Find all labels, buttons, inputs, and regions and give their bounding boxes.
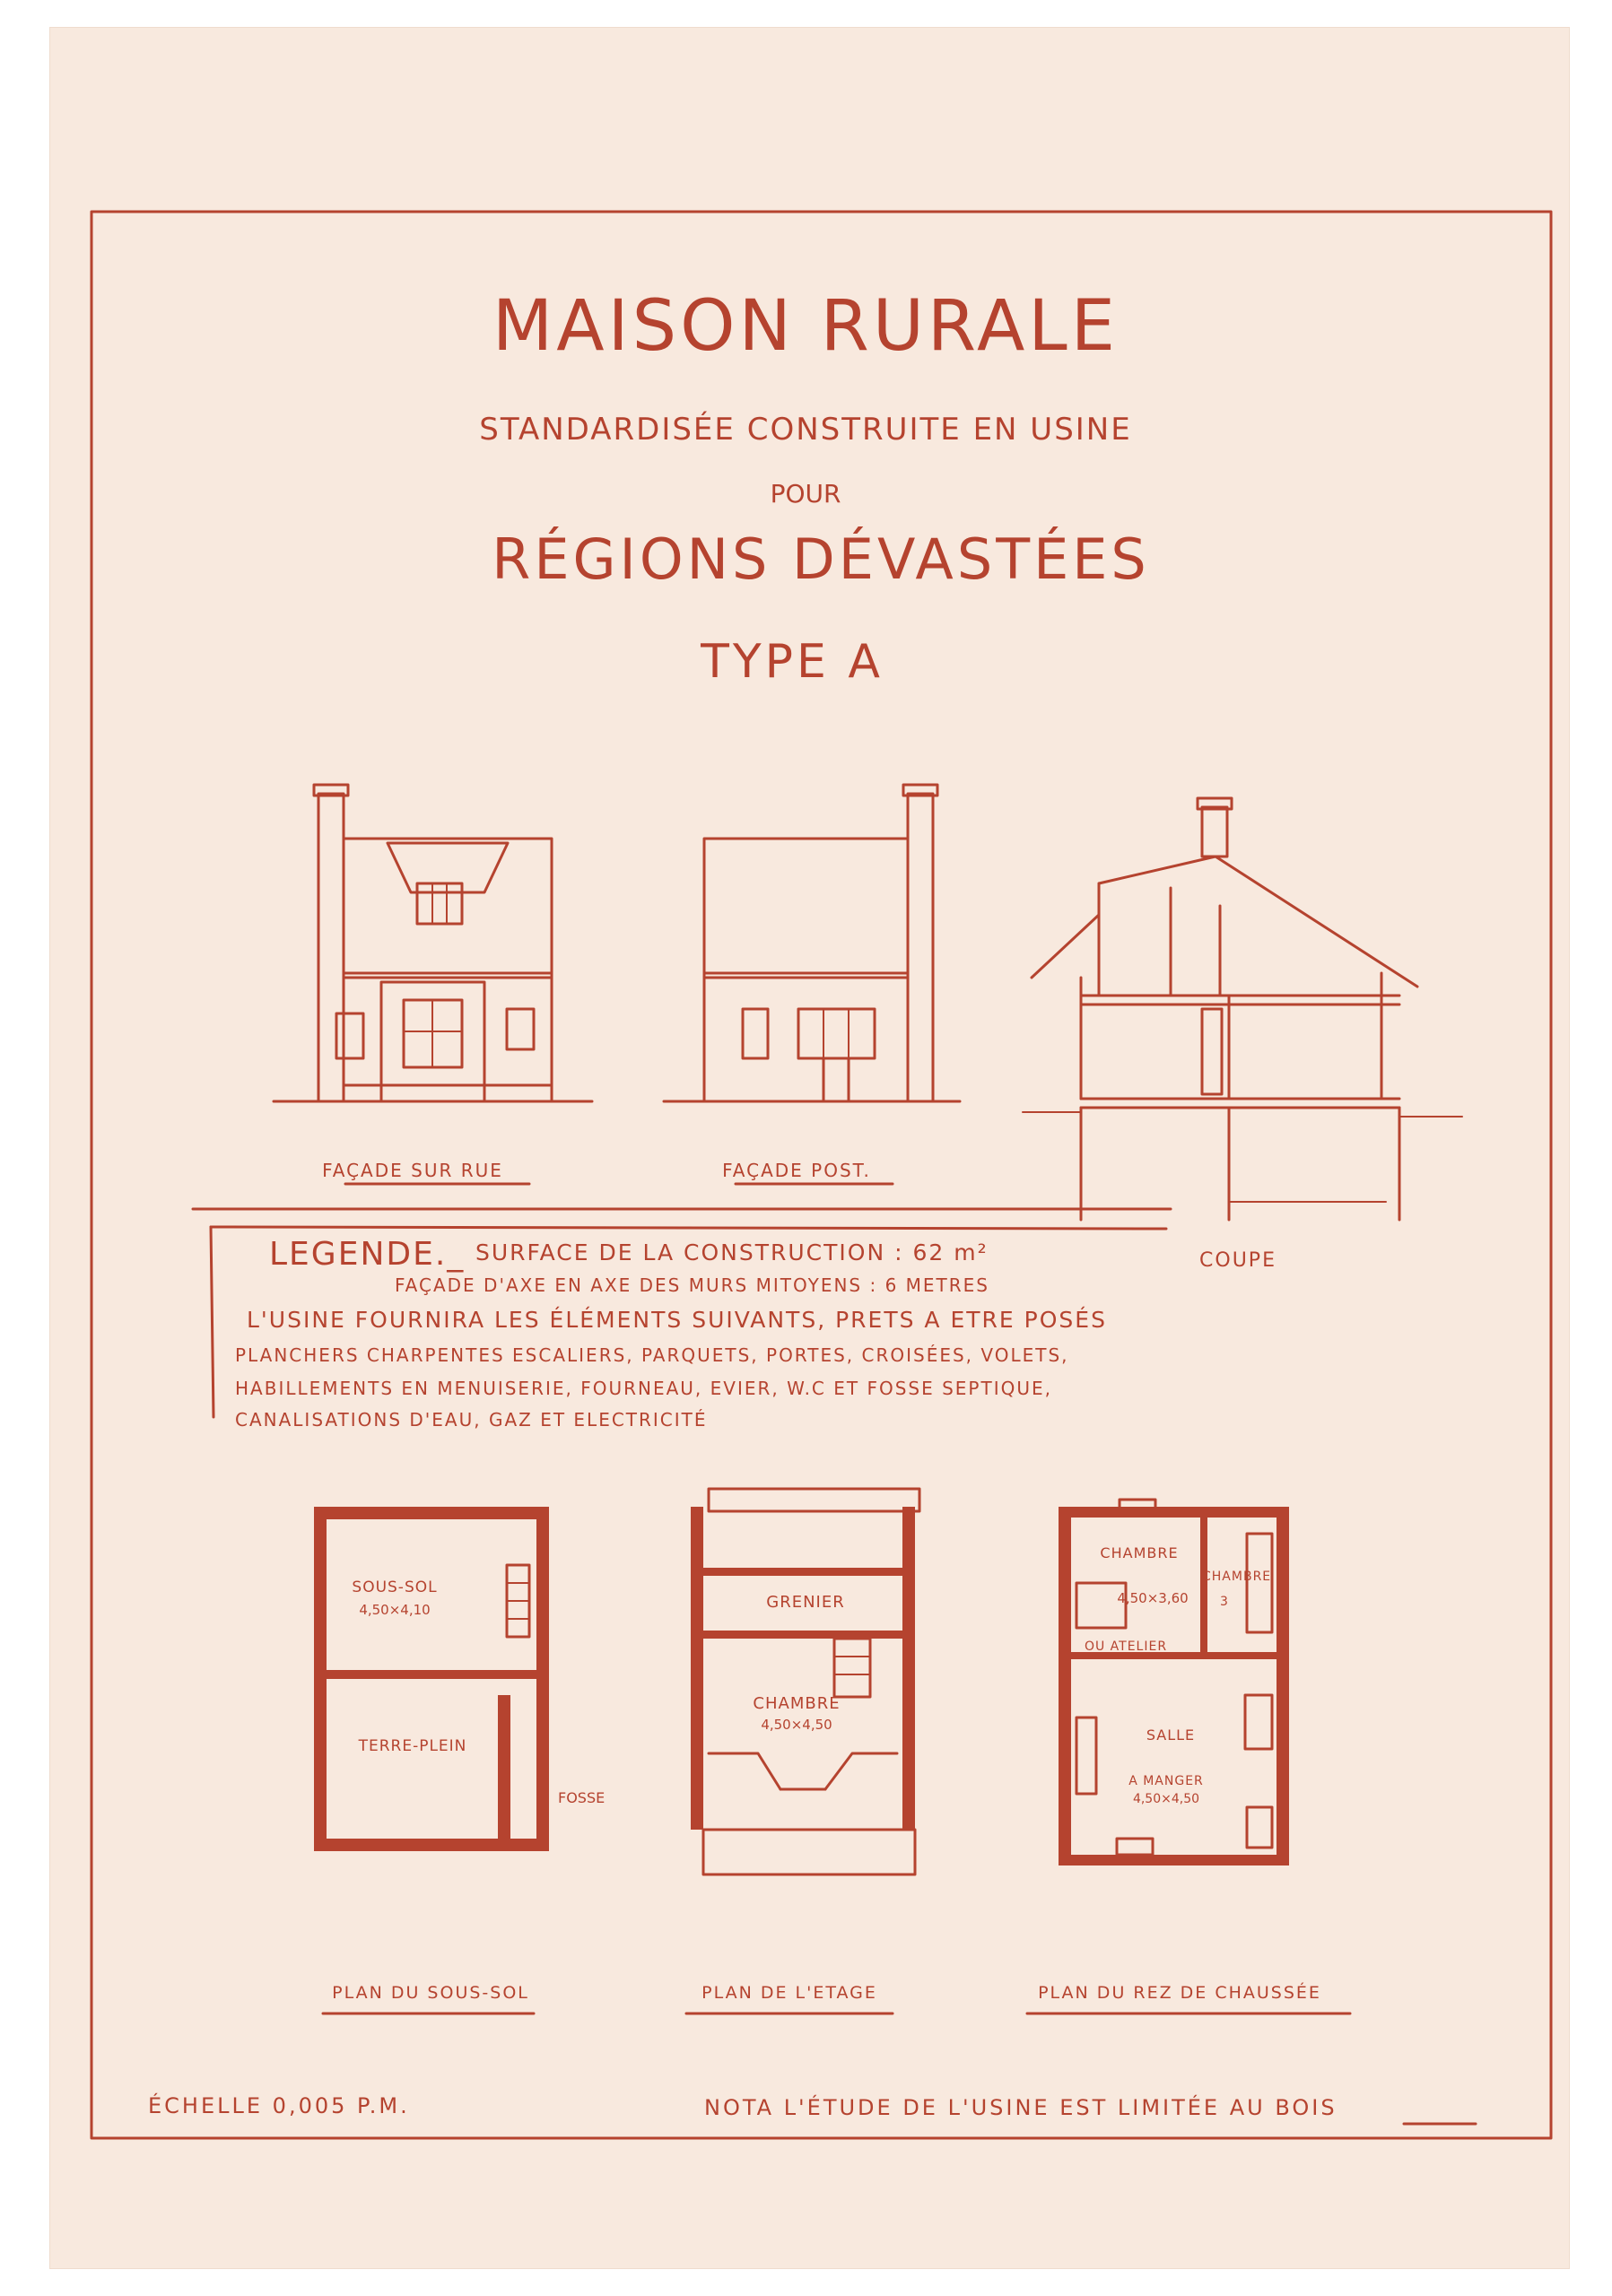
legend-line-canalisations: CANALISATIONS D'EAU, GAZ ET ELECTRICITÉ (235, 1409, 708, 1431)
legend-line-habillements: HABILLEMENTS EN MENUISERIE, FOURNEAU, EVIER, W.C ET FOSSE SEPTIQUE, (235, 1378, 1052, 1399)
caption-basement-plan: PLAN DU SOUS-SOL (332, 1983, 529, 2003)
upper-chambre-dim: 4,50×4,50 (761, 1717, 832, 1733)
upper-floor-plan (691, 1489, 919, 1874)
caption-section: COUPE (1199, 1249, 1277, 1272)
basement-fosse: FOSSE (558, 1789, 606, 1806)
caption-rear-facade: FAÇADE POST. (722, 1160, 871, 1181)
legend-line-facade: FAÇADE D'AXE EN AXE DES MURS MITOYENS : 6 METRES (395, 1274, 989, 1296)
subtitle-line: STANDARDISÉE CONSTRUITE EN USINE (479, 412, 1132, 448)
upper-chambre-label: CHAMBRE (753, 1694, 841, 1713)
ground-salle-dim: 4,50×4,50 (1132, 1792, 1200, 1806)
street-facade-elevation (274, 785, 592, 1101)
ground-atelier-label: OU ATELIER (1084, 1639, 1168, 1654)
caption-ground-plan: PLAN DU REZ DE CHAUSSÉE (1038, 1983, 1321, 2003)
legend-heading: LEGENDE._ (269, 1236, 466, 1273)
basement-plan (314, 1507, 549, 1851)
ground-salle-label: SALLE (1146, 1726, 1196, 1744)
upper-grenier-label: GRENIER (766, 1593, 845, 1612)
basement-room-dim: 4,50×4,10 (359, 1602, 431, 1618)
section-drawing (1023, 798, 1462, 1220)
legend-line-usine: L'USINE FOURNIRA LES ÉLÉMENTS SUIVANTS, PRETS A ETRE POSÉS (247, 1307, 1107, 1333)
regions-heading: RÉGIONS DÉVASTÉES (492, 526, 1150, 592)
ground-chambre2-dim: 3 (1220, 1595, 1228, 1609)
footer-scale: ÉCHELLE 0,005 P.M. (148, 2093, 410, 2118)
basement-terre-plein: TERRE-PLEIN (358, 1737, 467, 1755)
caption-street-facade: FAÇADE SUR RUE (322, 1160, 503, 1181)
ground-chambre-label: CHAMBRE (1100, 1544, 1179, 1561)
legend-line-planchers: PLANCHERS CHARPENTES ESCALIERS, PARQUETS, PORTES, CROISÉES, VOLETS, (235, 1344, 1069, 1366)
caption-upper-plan: PLAN DE L'ETAGE (701, 1983, 877, 2003)
ground-chambre-dim: 4,50×3,60 (1117, 1590, 1189, 1606)
title: MAISON RURALE (492, 286, 1120, 367)
type-label: TYPE A (701, 635, 884, 689)
ground-chambre2-label: CHAMBRE (1202, 1570, 1272, 1584)
footer-note: NOTA L'ÉTUDE DE L'USINE EST LIMITÉE AU BOIS (704, 2095, 1338, 2120)
subtitle-pour: POUR (770, 479, 841, 509)
basement-room-label: SOUS-SOL (352, 1578, 438, 1596)
legend-line-surface: SURFACE DE LA CONSTRUCTION : 62 m² (475, 1239, 989, 1265)
ground-salle-sub: A MANGER (1128, 1774, 1204, 1788)
rear-facade-elevation (664, 785, 960, 1101)
